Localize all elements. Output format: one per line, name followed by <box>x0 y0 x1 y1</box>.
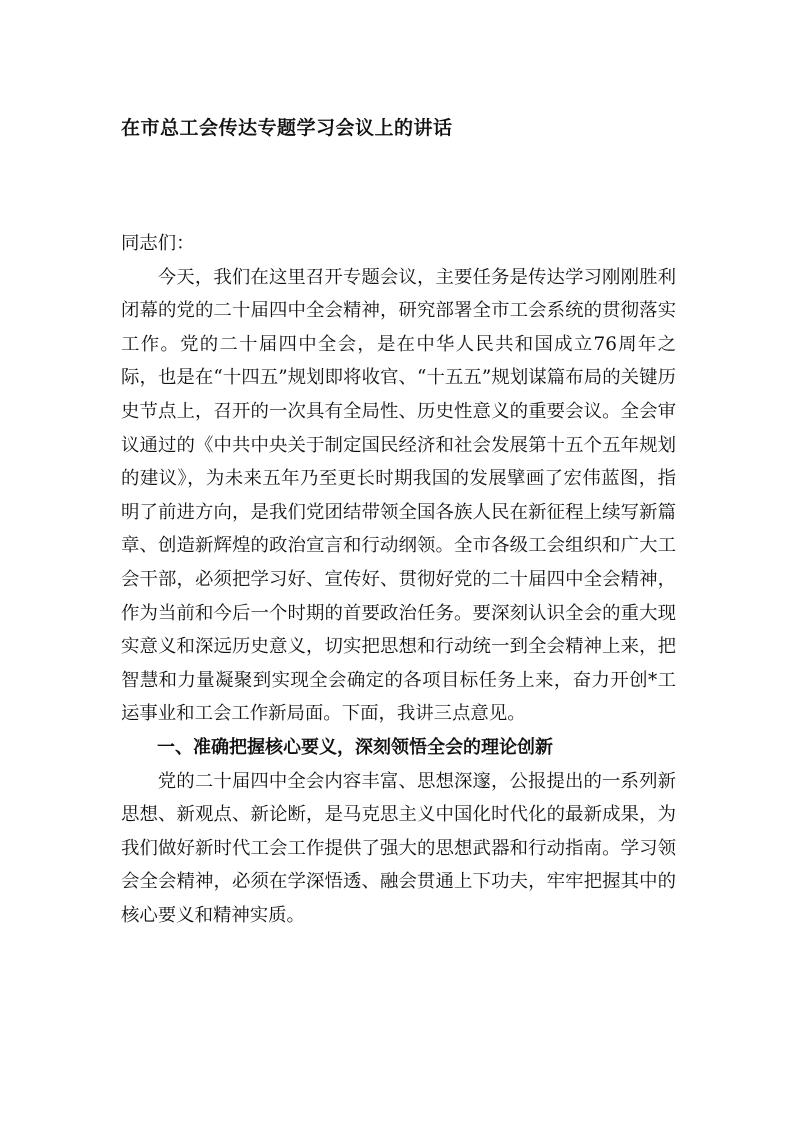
paragraph-section-1: 党的二十届四中全会内容丰富、思想深邃，公报提出的一系列新思想、新观点、新论断，是马克思主义中国化时代化的最新成果，为我们做好新时代工会工作提供了强大的思想武器和行动指南。学习领会全会精神，必须在学深悟透、融会贯通上下功夫，牢牢把握其中的核心要义和精神实质。 <box>121 770 676 926</box>
salutation: 同志们： <box>121 233 195 254</box>
document-title: 在市总工会传达专题学习会议上的讲话 <box>121 117 453 139</box>
section-heading-1: 一、准确把握核心要义，深刻领悟全会的理论创新 <box>157 736 553 758</box>
paragraph-opening: 今天，我们在这里召开专题会议，主要任务是传达学习刚刚胜利闭幕的党的二十届四中全会精神，研究部署全市工会系统的贯彻落实工作。党的二十届四中全会，是在中华人民共和国成立76周年之际，也是在“十四五”规划即将收官、“十五五”规划谋篇布局的关键历史节点上，召开的一次具有全局性、历史性意义的重要会议。全会审议通过的《中共中央关于制定国民经济和社会发展第十五个五年规划的建议》，为未来五年乃至更长时期我国的发展擘画了宏伟蓝图，指明了前进方向，是我们党团结带领全国各族人民在新征程上续写新篇章、创造新辉煌的政治宣言和行动纲领。全市各级工会组织和广大工会干部，必须把学习好、宣传好、贯彻好党的二十届四中全会精神，作为当前和今后一个时期的首要政治任务。要深刻认识全会的重大现实意义和深远历史意义，切实把思想和行动统一到全会精神上来，把智慧和力量凝聚到实现全会确定的各项目标任务上来，奋力开创*工运事业和工会工作新局面。下面，我讲三点意见。 <box>121 266 676 725</box>
document-body <box>121 227 676 932</box>
